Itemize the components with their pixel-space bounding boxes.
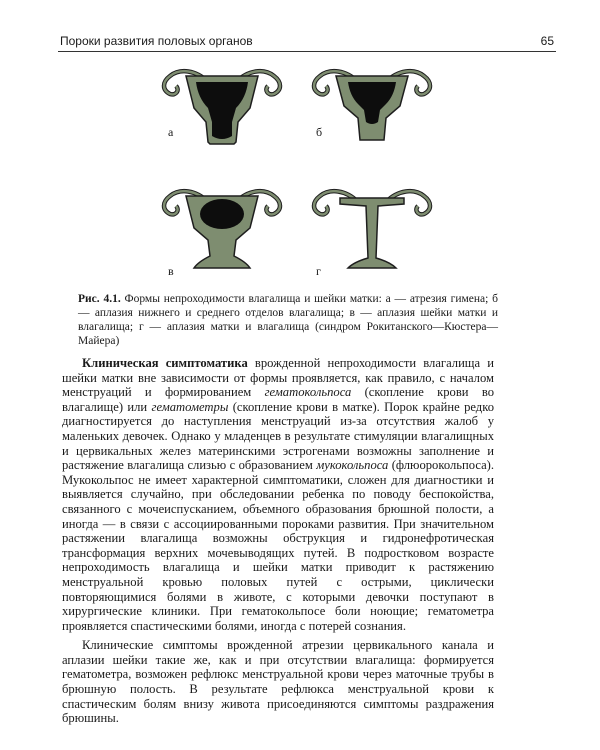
running-title: Пороки развития половых органов [60,34,253,48]
caption-label: Рис. 4.1. [78,293,121,305]
term-hematocolpos: гематокольпоса [264,385,352,400]
term-mucocolpos: мукокольпоса [316,458,389,473]
page-number: 65 [540,34,554,48]
diagram-c [164,191,280,268]
figure-4-1 [150,60,450,285]
diagram-a [164,71,280,144]
figure-illustration [150,60,450,285]
label-a: а [168,125,174,139]
caption-text: Формы непроходимости влагалища и шейки матки: а — атрезия гимена; б — аплазия нижнего и среднего отделов влагалища; в — аплазия шейки матки и влагалища; г — аплазия матки и влагалища (синдром Рокитанского—Кюстера—Майера) [78,293,498,347]
diagram-d [314,191,430,268]
diagram-b [314,71,430,140]
label-b: б [316,125,323,139]
figure-caption [78,292,498,348]
label-c: в [168,264,174,278]
term-hematometra: гематометры [151,399,229,414]
label-d: г [316,264,321,278]
body-text [62,356,494,726]
paragraph-2: Клинические симптомы врожденной атрезии цервикального канала и аплазии шейки такие же, как и при отсутствии влагалища: формируется гематометра, возможен рефлюкс менструальной крови через маточные трубы в брюшную полость. В результате рефлюкса менструальной крови к спастическим болям внизу живота присоединяются симптомы раздражения брюшины. [62,638,494,726]
running-header [58,33,556,52]
paragraph-1: Клиническая симптоматика врожденной непроходимости влагалища и шейки матки вне зависимости от формы проявляется, как правило, с началом менструаций и формированием гематокольпоса (скопление крови во влагалище) или гематометры (скопление крови в матке). Порок крайне редко диагностируется до наступления менструаций из-за отсутствия жалоб у маленьких девочек. Однако у младенцев в результате стимуляции влагалищных и цервикальных желез материнскими эстрогенами возможны заполнение и растяжение влагалища слизью с образованием мукокольпоса (флюорокольпоса). Мукокольпос не имеет характерной симптоматики, сложен для диагностики и выявляется случайно, при обследовании ребенка по поводу беспокойства, связанного с мочеиспусканием, объемного образования брюшной полости, а иногда — в связи с ассоциированными пороками развития. При значительном растяжении влагалища возможны обструкция и гидронефротическая трансформация верхних мочевыводящих путей. В подростковом возрасте непроходимость влагалища и шейки матки приводит к растяжению менструальной кровью половых путей с острыми, циклически повторяющимися болями в животе, с которыми девочки поступают в хирургические клиники. При гематокольпосе боли ноющие; гематометра проявляется спастическими болями, иногда с потерей сознания. [62,356,495,633]
paragraph-1-lead: Клиническая симптоматика [82,356,248,370]
